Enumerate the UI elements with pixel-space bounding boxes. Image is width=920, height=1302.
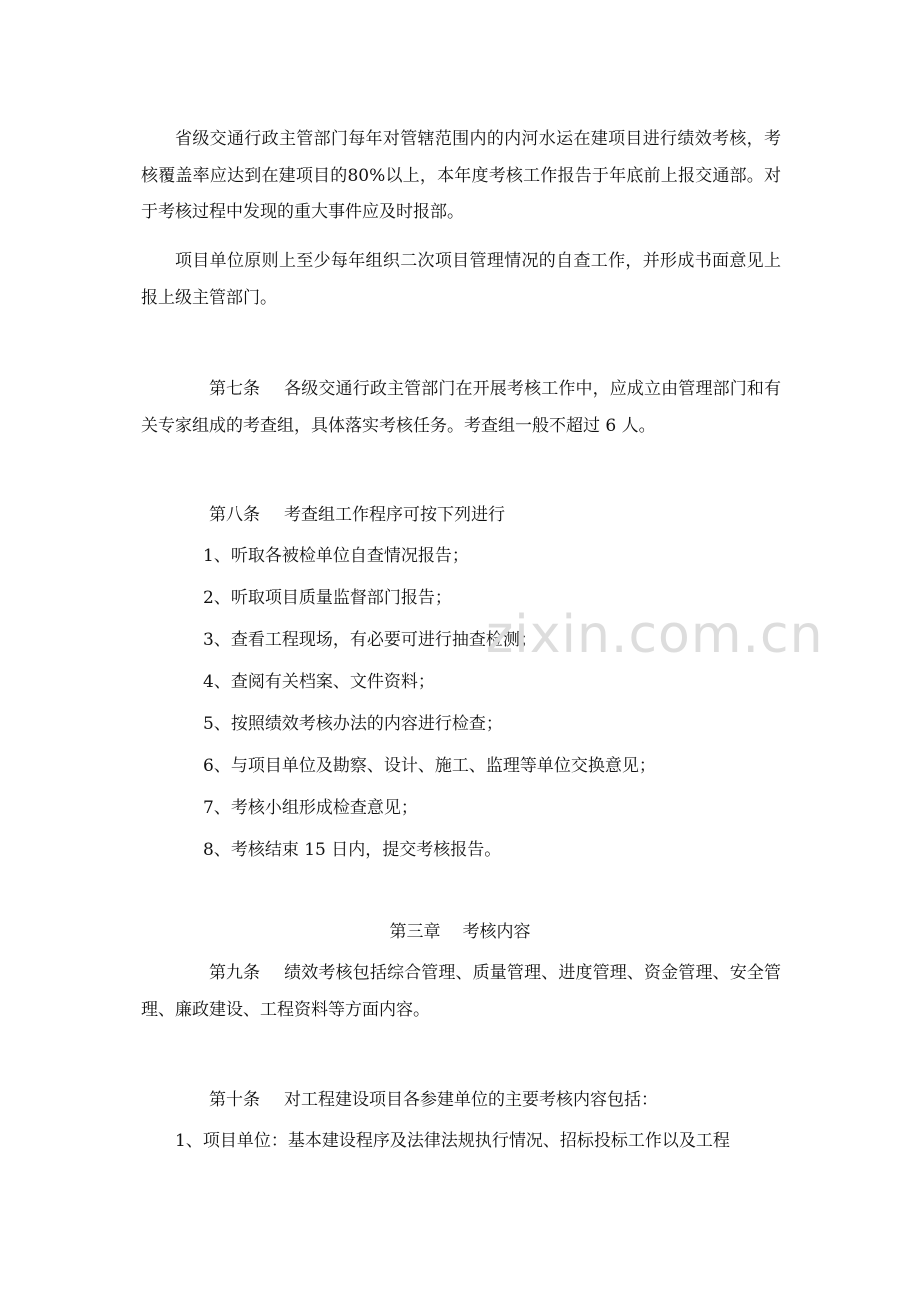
list-item: 7、考核小组形成检查意见； [203,798,418,818]
article-10-heading: 第十条 [209,1090,260,1110]
article-8-text: 考查组工作程序可按下列进行 [284,505,505,525]
list-item: 3、查看工程现场，有必要可进行抽查检测； [203,630,537,650]
list-item: 6、与项目单位及勘察、设计、施工、监理等单位交换意见； [203,756,656,776]
chapter-heading [0,920,920,944]
chapter-number: 第三章 [389,922,441,942]
article-7-heading: 第七条 [209,379,260,399]
article-10-text: 对工程建设项目各参建单位的主要考核内容包括： [284,1090,658,1110]
article-9-text: 绩效考核包括综合管理、质量管理、进度管理、资金管理、安全管理、廉政建设、工程资料等方面内容。 [141,963,781,1020]
article-8 [141,497,781,534]
paragraph-assessment-coverage: 省级交通行政主管部门每年对管辖范围内的内河水运在建项目进行绩效考核，考核覆盖率应达到在建项目的80%以上，本年度考核工作报告于年底前上报交通部。对于考核过程中发现的重大事件应及时报部。 [141,129,781,222]
article-9-heading: 第九条 [209,963,260,983]
article-10 [141,1082,781,1119]
article-7-text: 各级交通行政主管部门在开展考核工作中，应成立由管理部门和有关专家组成的考查组，具体落实考核任务。考查组一般不超过 6 人。 [141,379,781,436]
article-9 [141,955,781,1028]
paragraph-self-inspection: 项目单位原则上至少每年组织二次项目管理情况的自查工作，并形成书面意见上报上级主管部门。 [141,251,781,308]
list-item: 2、听取项目质量监督部门报告； [203,588,452,608]
chapter-title: 考核内容 [462,922,531,942]
list-item: 4、查阅有关档案、文件资料； [203,672,435,692]
list-item: 5、按照绩效考核办法的内容进行检查； [203,714,503,734]
list-item: 8、考核结束 15 日内，提交考核报告。 [203,840,502,860]
list-item: 1、听取各被检单位自查情况报告； [203,546,469,566]
watermark: zixin.com.cn [486,605,824,665]
article-7 [141,371,781,444]
article-8-heading: 第八条 [209,505,260,525]
list-item: 1、项目单位：基本建设程序及法律法规执行情况、招标投标工作以及工程 [175,1131,730,1151]
